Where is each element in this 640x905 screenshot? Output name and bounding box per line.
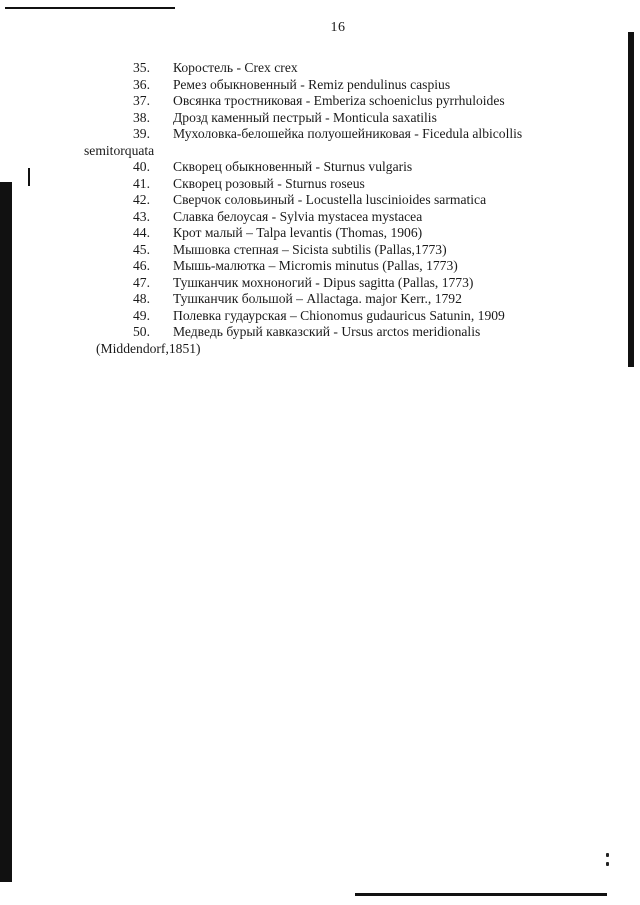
entry-number: 35.: [133, 60, 150, 75]
entry-number: 38.: [133, 109, 150, 125]
entry-text: Медведь бурый кавказский - Ursus arctos meridionalis: [173, 324, 481, 339]
list-item: [0, 225, 640, 242]
entry-number: 39.: [133, 126, 150, 141]
entry-text: Скворец розовый - Sturnus roseus: [173, 175, 365, 191]
list-item: [0, 275, 640, 292]
scan-speck: [606, 862, 609, 866]
entry-text: Тушканчик мохноногий - Dipus sagitta (Pallas, 1773): [173, 274, 474, 290]
entry-number: 41.: [133, 175, 150, 191]
entry-text: Тушканчик большой – Allactaga. major Kerr., 1792: [173, 291, 462, 306]
list-item: [0, 77, 640, 94]
entry-continuation: semitorquata: [84, 142, 155, 158]
entry-number: 36.: [133, 76, 150, 92]
entry-number: 44.: [133, 225, 150, 240]
entry-number: 43.: [133, 208, 150, 224]
list-item: [0, 291, 640, 308]
entry-number: 40.: [133, 159, 150, 174]
entry-text: Мышь-малютка – Micromis minutus (Pallas, 1773): [173, 258, 458, 273]
list-item: [0, 258, 640, 275]
entry-text: Сверчок соловьиный - Locustella luscinioides sarmatica: [173, 192, 487, 207]
list-item: [0, 60, 640, 77]
scan-bottom-rule: [355, 893, 607, 896]
list-item: [0, 192, 640, 209]
entry-text: Ремез обыкновенный - Remiz pendulinus caspius: [173, 76, 451, 92]
entry-text: Коростель - Crex crex: [173, 60, 298, 75]
page-number: 16: [330, 20, 346, 35]
list-item: [0, 209, 640, 226]
list-item: [0, 126, 640, 159]
entry-number: 46.: [133, 258, 150, 273]
entry-number: 48.: [133, 291, 150, 306]
entry-text: Крот малый – Talpa levantis (Thomas, 1906): [173, 225, 423, 240]
scan-speck: [606, 853, 609, 857]
entry-text: Скворец обыкновенный - Sturnus vulgaris: [173, 159, 413, 174]
list-item: [0, 93, 640, 110]
entry-number: 45.: [133, 241, 150, 257]
entry-number: 47.: [133, 274, 150, 290]
entry-number: 50.: [133, 324, 150, 339]
entry-number: 42.: [133, 192, 150, 207]
entry-text: Мухоловка-белошейка полуошейниковая - Ficedula albicollis: [173, 126, 523, 141]
species-list: [0, 60, 640, 357]
entry-text: Овсянка тростниковая - Emberiza schoeniclus pyrrhuloides: [173, 93, 505, 108]
entry-number: 37.: [133, 93, 150, 108]
entry-text: Славка белоусая - Sylvia mystacea mystacea: [173, 208, 423, 224]
list-item: [0, 176, 640, 193]
entry-text: Дрозд каменный пестрый - Monticula saxatilis: [173, 109, 437, 125]
entry-continuation: (Middendorf,1851): [96, 340, 201, 356]
entry-text: Мышовка степная – Sicista subtilis (Pallas,1773): [173, 241, 447, 257]
list-item: [0, 110, 640, 127]
list-item: [0, 159, 640, 176]
entry-number: 49.: [133, 307, 150, 323]
entry-text: Полевка гудаурская – Chionomus gudauricus Satunin, 1909: [173, 307, 505, 323]
list-item: [0, 242, 640, 259]
list-item: [0, 308, 640, 325]
list-item: [0, 324, 640, 357]
scan-top-rule: [5, 7, 175, 9]
